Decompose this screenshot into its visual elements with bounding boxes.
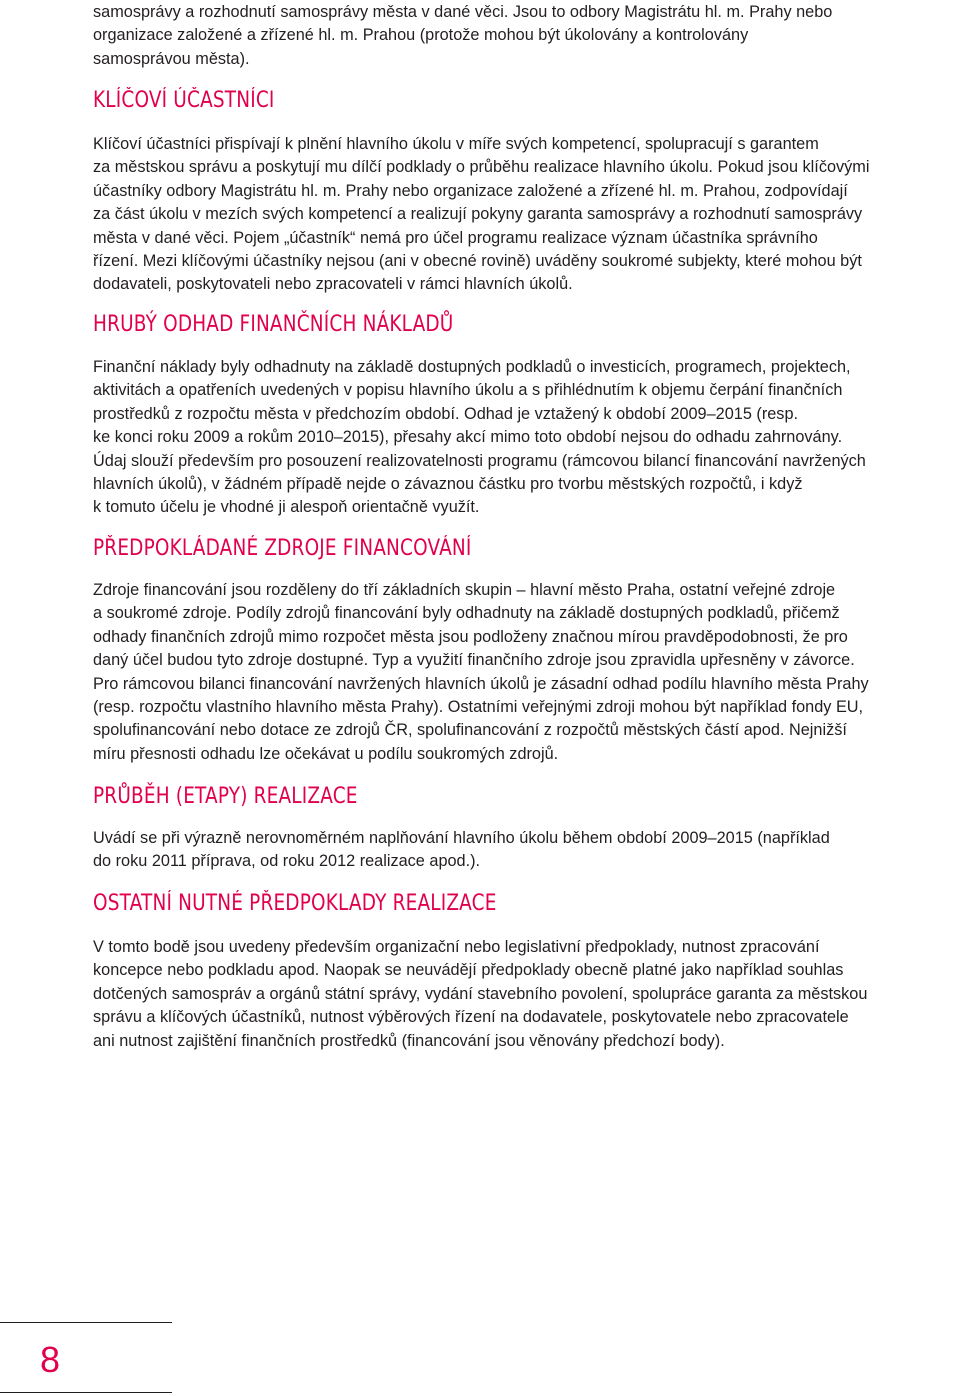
text-line: samosprávou města). bbox=[93, 49, 250, 68]
text-line: k tomuto účelu je vhodné ji alespoň orientačně využít. bbox=[93, 498, 480, 517]
text-line: dodavateli, poskytovateli nebo zpracovateli v rámci hlavních úkolů. bbox=[93, 275, 573, 294]
section-heading-zdroje-financovani: PŘEDPOKLÁDANÉ ZDROJE FINANCOVÁNÍ bbox=[93, 536, 472, 561]
section-heading-hruby-odhad: HRUBÝ ODHAD FINANČNÍCH NÁKLADŮ bbox=[93, 312, 454, 337]
text-line: prostředků z rozpočtu města v předchozím období. Odhad je vztažený k období 2009–2015 (resp. bbox=[93, 404, 799, 423]
section-heading-prubeh-realizace: PRŮBĚH (ETAPY) REALIZACE bbox=[93, 784, 358, 809]
text-line: daný účel budou tyto zdroje dostupné. Typ a využití finančního zdroje jsou zpravidla upřesněny v závorce. bbox=[93, 651, 855, 670]
section-heading-ostatni-predpoklady: OSTATNÍ NUTNÉ PŘEDPOKLADY REALIZACE bbox=[93, 891, 497, 916]
section-paragraph-zdroje-financovani bbox=[93, 579, 869, 766]
text-line: řízení. Mezi klíčovými účastníky nejsou (ani v obecné rovině) uváděny soukromé subjekty, které mohou být bbox=[93, 252, 862, 271]
footer-divider-bottom bbox=[0, 1392, 172, 1393]
text-line: za část úkolu v mezích svých kompetencí a realizují pokyny garanta samosprávy a rozhodnutí samosprávy bbox=[93, 205, 863, 224]
text-line: Zdroje financování jsou rozděleny do tří základních skupin – hlavní město Praha, ostatní veřejné zdroje bbox=[93, 581, 836, 599]
text-line: V tomto bodě jsou uvedeny především organizační nebo legislativní předpoklady, nutnost zpracování bbox=[93, 938, 820, 956]
text-line: Pro rámcovou bilanci financování navržených hlavních úkolů je zásadní odhad podílu hlavního města Prahy bbox=[93, 674, 869, 693]
text-line: dotčených samospráv a orgánů státní správy, vydání stavebního povolení, spolupráce garanta za městskou bbox=[93, 984, 868, 1003]
text-line: samosprávy a rozhodnutí samosprávy města v dané věci. Jsou to odbory Magistrátu hl. m. Prahy nebo bbox=[93, 3, 833, 21]
text-line: účastníky odbory Magistrátu hl. m. Prahy nebo organizace založené a zřízené hl. m. Prahou, zodpovídají bbox=[93, 181, 848, 200]
text-line: aktivitách a opatřeních uvedených v popisu hlavního úkolu a s přihlédnutím k objemu čerpání finančních bbox=[93, 381, 843, 400]
text-line: Klíčoví účastníci přispívají k plnění hlavního úkolu v míře svých kompetencí, spolupracují s garantem bbox=[93, 135, 819, 153]
text-line: ke konci roku 2009 a rokům 2010–2015), přesahy akcí mimo toto období nejsou do odhadu zahrnovány. bbox=[93, 428, 843, 447]
text-line: organizace založené a zřízené hl. m. Prahou (protože mohou být úkolovány a kontrolovány bbox=[93, 26, 749, 45]
text-line: Uvádí se při výrazně nerovnoměrném naplňování hlavního úkolu během období 2009–2015 (například bbox=[93, 829, 830, 847]
text-line: a soukromé zdroje. Podíly zdrojů financování byly odhadnuty na základě dostupných podkladů, přičemž bbox=[93, 604, 840, 623]
section-paragraph-klicovi-ucastnici bbox=[93, 133, 869, 297]
text-line: Finanční náklady byly odhadnuty na základě dostupných podkladů o investicích, programech, projektech, bbox=[93, 358, 851, 376]
text-line: města v dané věci. Pojem „účastník“ nemá pro účel programu realizace význam účastníka správního bbox=[93, 228, 818, 247]
section-paragraph-prubeh-realizace bbox=[93, 827, 830, 874]
text-line: míru přesnosti odhadu lze očekávat u podílu soukromých zdrojů. bbox=[93, 744, 559, 763]
section-heading-klicovi-ucastnici: KLÍČOVÍ ÚČASTNÍCI bbox=[93, 88, 275, 113]
text-line: za městskou správu a poskytují mu dílčí podklady o průběhu realizace hlavního úkolu. Pokud jsou klíčovými bbox=[93, 158, 870, 177]
text-line: spolufinancování nebo dotace ze zdrojů ČR, spolufinancování z rozpočtů městských částí apod. Nejnižší bbox=[93, 721, 847, 740]
text-line: do roku 2011 příprava, od roku 2012 realizace apod.). bbox=[93, 852, 481, 871]
text-line: ani nutnost zajištění finančních prostředků (financování jsou věnovány předchozí body). bbox=[93, 1031, 725, 1050]
footer-divider-top bbox=[0, 1322, 172, 1323]
text-line: koncepce nebo podkladu apod. Naopak se neuvádějí předpoklady obecně platné jako například souhlas bbox=[93, 961, 844, 980]
section-paragraph-hruby-odhad bbox=[93, 356, 866, 520]
text-line: Údaj slouží především pro posouzení realizovatelnosti programu (rámcovou bilancí financování navržených bbox=[93, 451, 866, 470]
text-line: odhady finančních zdrojů mimo rozpočet města jsou podloženy značnou mírou pravděpodobnosti, že pro bbox=[93, 627, 848, 646]
text-line: hlavních úkolů), v žádném případě nejde o závaznou částku pro tvorbu městských rozpočtů, i když bbox=[93, 475, 803, 494]
intro-paragraph bbox=[93, 1, 832, 71]
text-line: správu a klíčových účastníků, nutnost výběrových řízení na dodavatele, poskytovatele nebo zpracovatele bbox=[93, 1008, 849, 1027]
page-number: 8 bbox=[40, 1339, 61, 1380]
text-line: (resp. rozpočtu vlastního hlavního města Prahy). Ostatními veřejnými zdroji mohou být například fondy EU, bbox=[93, 698, 864, 717]
section-paragraph-ostatni-predpoklady bbox=[93, 936, 867, 1053]
